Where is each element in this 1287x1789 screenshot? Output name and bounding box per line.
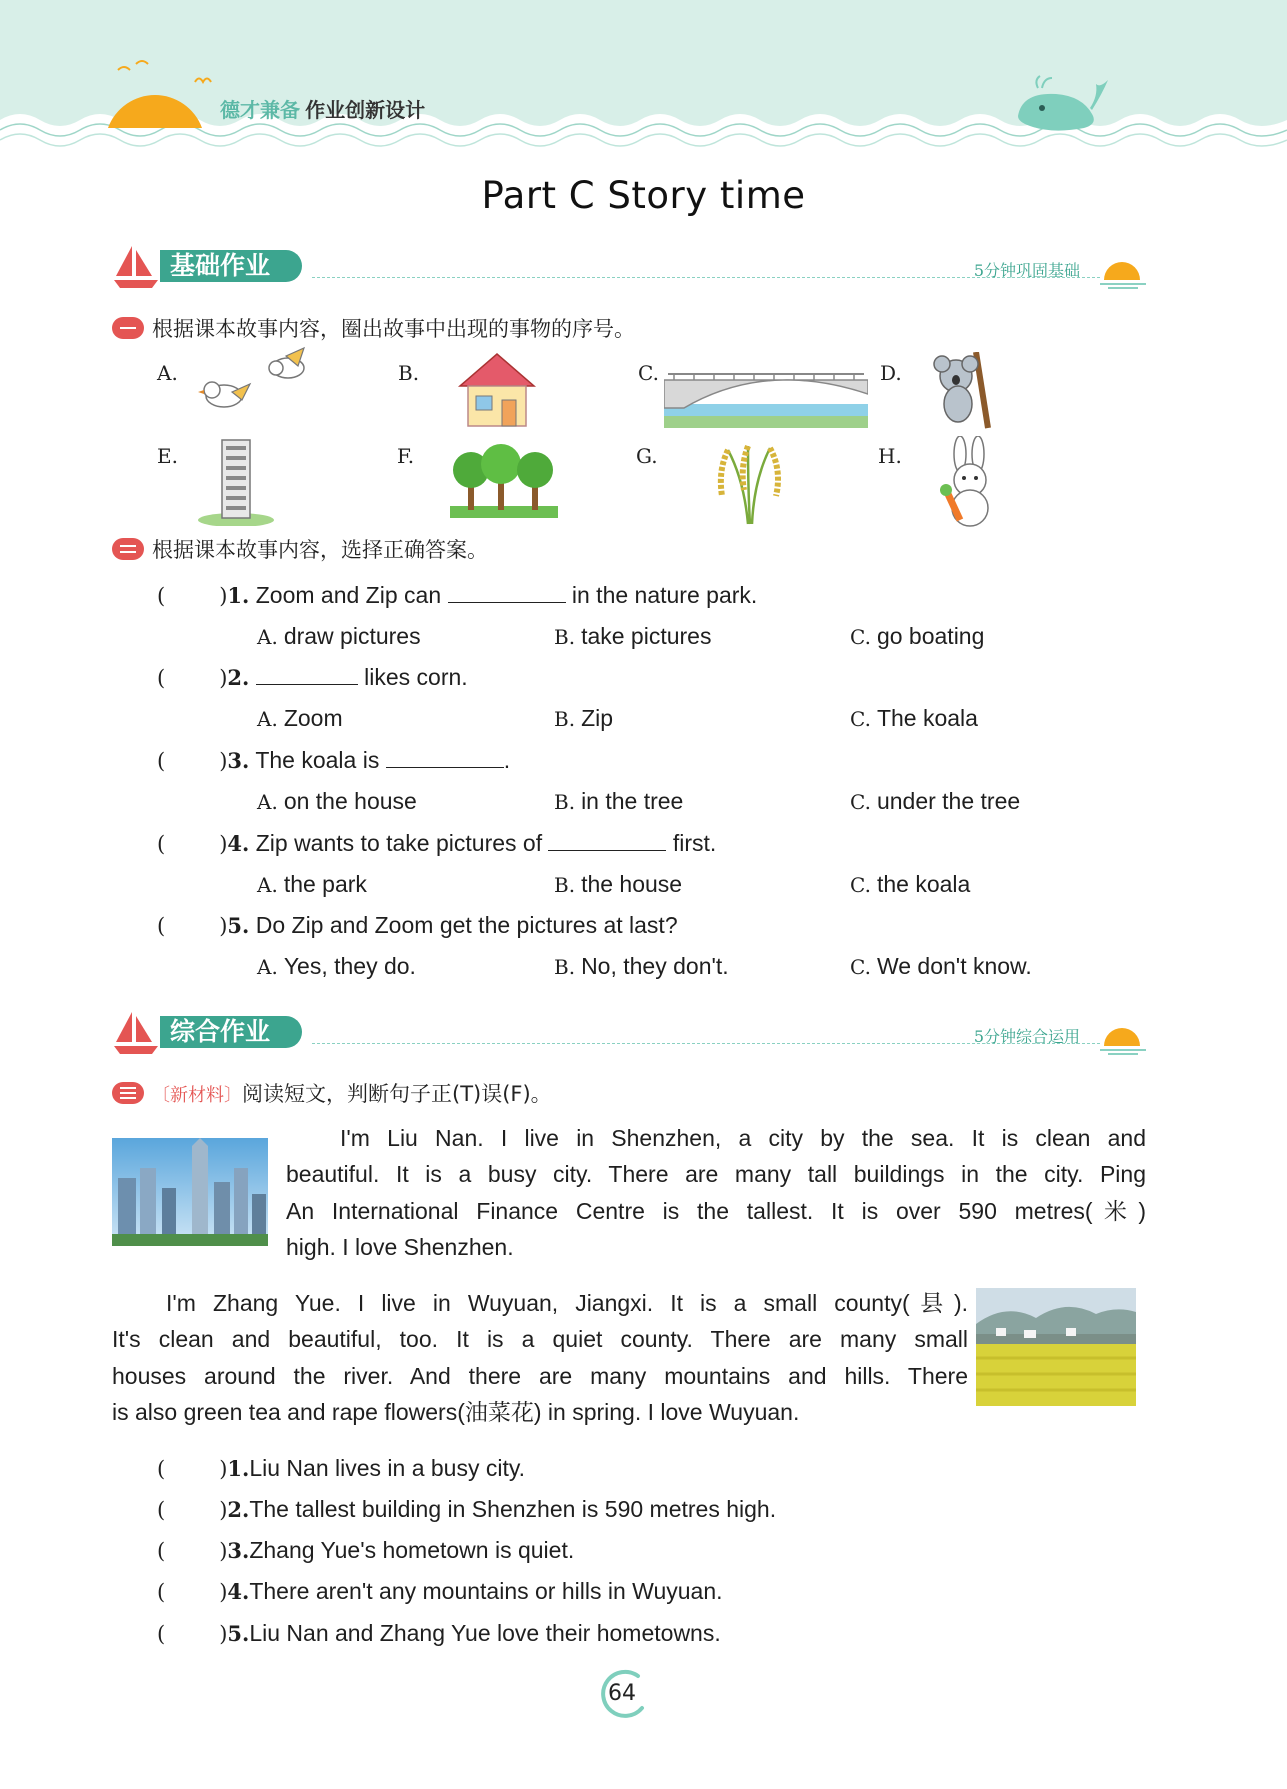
item-text-before: Zip wants to take pictures of [255,830,543,856]
answer-paren-close[interactable]: ) [219,584,228,608]
option-b[interactable]: B. the house [554,871,683,897]
trees-image[interactable] [446,444,562,520]
mcq-item-5 [157,910,678,941]
item-number: 1. [227,583,250,608]
answer-blank[interactable] [386,747,504,768]
answer-paren-close[interactable]: ) [219,1457,228,1481]
number-badge-one [112,317,144,339]
option-c[interactable]: C. under the tree [850,788,1021,814]
picture-label: B. [398,361,420,385]
answer-paren-close[interactable]: ) [219,914,228,938]
option-c[interactable]: C. We don't know. [850,953,1032,979]
picture-label: A. [157,361,178,385]
item-number: 4. [227,1579,250,1604]
tf-item-2 [157,1494,776,1525]
rabbit-image[interactable] [930,436,1008,530]
section-note-basic: 5分钟巩固基础 [973,261,1080,280]
picture-label: D. [880,361,902,385]
picture-label: E. [157,444,178,468]
bird-icon [194,74,212,86]
passage-liu-nan [286,1120,1146,1266]
passage-line: An International Finance Centre is the tallest. It is over 590 metres(米) [286,1197,1146,1224]
passage-line: I'm Zhang Yue. I live in Wuyuan, Jiangxi. It is a small county(县). [166,1290,968,1316]
answer-paren-open: ( [157,1498,166,1522]
picture-label: F. [397,444,415,468]
statement-text: There aren't any mountains or hills in Wuyuan. [249,1578,723,1604]
option-a[interactable]: A. Zoom [257,705,343,731]
wuyuan-county-photo [976,1288,1136,1406]
rice-image[interactable] [708,440,790,526]
koala-image[interactable] [930,352,994,430]
question-heading-1 [112,314,635,344]
question-heading-3 [112,1079,552,1109]
answer-paren-open: ( [157,1457,166,1481]
page-number: 64 [608,1681,636,1706]
item-text-before: Zoom and Zip can [255,582,442,608]
tf-item-5 [157,1618,721,1649]
answer-paren-open: ( [157,749,166,773]
item-number: 4. [227,831,250,856]
sun-icon [100,58,210,130]
section-banner-basic [112,244,1152,290]
answer-blank[interactable] [448,582,566,603]
statement-text: Liu Nan lives in a busy city. [249,1455,526,1481]
q2-instruction: 根据课本故事内容，选择正确答案。 [152,538,488,562]
answer-paren-open: ( [157,584,166,608]
picture-label: G. [636,444,658,468]
new-material-tag: 〔新材料〕 [152,1085,242,1106]
statement-text: Liu Nan and Zhang Yue love their hometowns. [249,1620,721,1646]
picture-label: H. [878,444,902,468]
answer-paren-open: ( [157,1580,166,1604]
section-label-comprehensive: 综合作业 [160,1016,302,1048]
item-number: 5. [227,1621,250,1646]
answer-paren-close[interactable]: ) [219,1580,228,1604]
answer-paren-open: ( [157,832,166,856]
answer-paren-open: ( [157,666,166,690]
section-banner-comprehensive [112,1010,1152,1056]
house-image[interactable] [456,350,538,430]
q1-instruction: 根据课本故事内容，圈出故事中出现的事物的序号。 [152,317,635,341]
passage-line: I'm Liu Nan. I live in Shenzhen, a city by the sea. It is clean and [340,1125,1146,1151]
item-number: 1. [227,1456,250,1481]
brand [220,94,425,123]
mcq-item-2 [157,662,468,693]
picture-label: C. [638,361,659,385]
answer-paren-close[interactable]: ) [219,1539,228,1563]
passage-line: beautiful. It is a busy city. There are many tall buildings in the city. Ping [286,1161,1146,1188]
answer-paren-open: ( [157,1622,166,1646]
passage-line: It's clean and beautiful, too. It is a quiet county. There are many small [112,1326,968,1353]
item-number: 2. [227,1497,250,1522]
mcq-item-1 [157,580,757,611]
passage-line: houses around the river. And there are many mountains and hills. There [112,1362,968,1389]
number-badge-three [112,1082,144,1104]
option-b[interactable]: B. take pictures [554,623,712,649]
item-text-before: Do Zip and Zoom get the pictures at last? [255,912,678,938]
item-text-after: first. [672,830,717,856]
section-note-comprehensive: 5分钟综合运用 [973,1027,1080,1046]
answer-paren-close[interactable]: ) [219,749,228,773]
item-text-after: likes corn. [364,664,468,690]
item-text-after: . [503,747,511,773]
number-badge-two [112,538,144,560]
mcq-item-3 [157,745,510,776]
mcq-item-4 [157,828,716,859]
option-c[interactable]: C. The koala [850,705,978,731]
question-heading-2 [112,535,488,565]
page-title: Part C Story time [481,174,806,217]
item-number: 5. [227,913,250,938]
answer-paren-open: ( [157,1539,166,1563]
birds-image[interactable] [190,344,320,424]
building-image[interactable] [196,436,276,526]
brand-part2: 作业创新设计 [305,98,426,122]
tf-item-1 [157,1453,525,1484]
item-number: 3. [227,1538,250,1563]
bridge-image[interactable] [664,364,868,428]
option-c[interactable]: C. go boating [850,623,985,649]
item-number: 3. [227,748,250,773]
passage-line: high. I love Shenzhen. [286,1234,514,1261]
sun-icon [1096,1018,1152,1056]
passage-line: is also green tea and rape flowers(油菜花) in spring. I love Wuyuan. [112,1399,800,1426]
answer-blank[interactable] [256,664,358,685]
option-a[interactable]: A. the park [257,871,367,897]
brand-part1: 德才兼备 [220,98,300,122]
q3-instruction: 阅读短文，判断句子正(T)误(F)。 [242,1082,552,1106]
sailboat-icon [112,244,160,290]
whale-icon [1012,74,1112,134]
section-label-basic: 基础作业 [160,250,302,282]
option-b[interactable]: B. Zip [554,705,614,731]
statement-text: Zhang Yue's hometown is quiet. [249,1537,575,1563]
option-a[interactable]: A. Yes, they do. [257,953,416,979]
tf-item-4 [157,1576,723,1607]
option-b[interactable]: B. in the tree [554,788,684,814]
statement-text: The tallest building in Shenzhen is 590 metres high. [249,1496,777,1522]
answer-blank[interactable] [548,830,666,851]
sun-icon [1096,252,1152,290]
option-a[interactable]: A. draw pictures [257,623,421,649]
answer-paren-close[interactable]: ) [219,666,228,690]
option-a[interactable]: A. on the house [257,788,417,814]
answer-paren-close[interactable]: ) [219,1498,228,1522]
answer-paren-open: ( [157,914,166,938]
option-c[interactable]: C. the koala [850,871,971,897]
item-number: 2. [227,665,250,690]
option-b[interactable]: B. No, they don't. [554,953,729,979]
tf-item-3 [157,1535,574,1566]
answer-paren-close[interactable]: ) [219,1622,228,1646]
answer-paren-close[interactable]: ) [219,832,228,856]
sailboat-icon [112,1010,160,1056]
passage-zhang-yue [112,1285,968,1431]
item-text-before: The koala is [255,747,380,773]
shenzhen-city-photo [112,1138,268,1246]
item-text-after: in the nature park. [571,582,758,608]
